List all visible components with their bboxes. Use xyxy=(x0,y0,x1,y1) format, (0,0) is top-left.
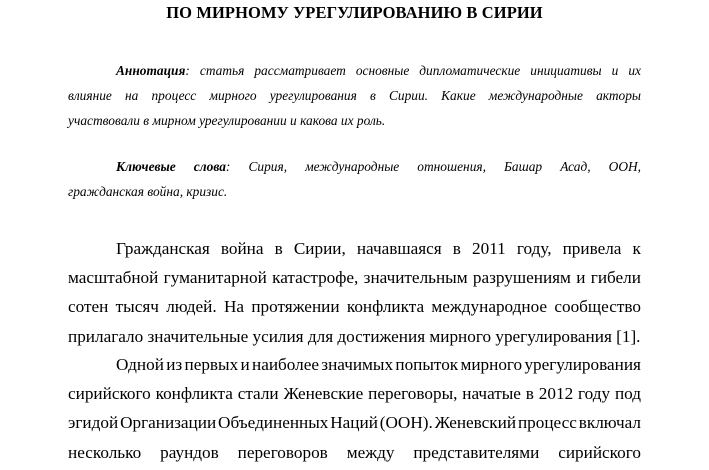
abstract-separator: : xyxy=(185,63,190,78)
word: людей. xyxy=(166,297,217,317)
word: Одной xyxy=(116,355,164,374)
body-paragraph-2 xyxy=(68,350,641,467)
word: значительным xyxy=(363,268,468,288)
word: конфликта xyxy=(346,297,425,317)
word: раундов xyxy=(160,442,219,462)
word: представителями xyxy=(413,442,540,462)
paragraph-2-line-3 xyxy=(68,408,641,437)
word: процесс xyxy=(517,413,577,433)
document-title: ПО МИРНОМУ УРЕГУЛИРОВАНИЮ В СИРИИ xyxy=(166,3,543,22)
word: сирийского xyxy=(558,442,641,462)
word: разрушениям xyxy=(472,268,571,288)
word: сотен xyxy=(68,297,109,317)
word: сирийского xyxy=(68,384,151,404)
word: попыток xyxy=(395,355,459,374)
word: и xyxy=(240,355,250,374)
word: катастрофе, xyxy=(272,268,359,288)
paragraph-1-line-4: прилагало значительные усилия для достижения мирного урегулирования [1]. xyxy=(68,326,641,346)
abstract-line-2: влияние на процесс мирного урегулирования в Сирии. Какие международные акторы xyxy=(68,88,641,103)
keywords-label: Ключевые слова xyxy=(116,159,226,174)
word: начавшаяся xyxy=(356,239,442,258)
word: несколько xyxy=(68,442,142,462)
word: эгидой xyxy=(68,413,119,433)
word: Наций xyxy=(330,413,378,433)
word: наиболее xyxy=(252,355,319,374)
word: Женевские xyxy=(283,384,364,404)
word: к xyxy=(632,239,641,258)
word: между xyxy=(346,442,395,462)
abstract-line-1 xyxy=(68,58,641,83)
word: мирного xyxy=(460,355,523,374)
word: году, xyxy=(516,239,552,258)
word: тысяч xyxy=(115,297,159,317)
word: конфликта xyxy=(155,384,233,404)
word: значимых xyxy=(321,355,394,374)
word: стали xyxy=(237,384,279,404)
abstract-line-3: участвовали в мирном урегулировании и какова их роль. xyxy=(68,113,386,128)
keywords-line-1 xyxy=(68,154,641,179)
word: Организации xyxy=(120,413,217,433)
word: (ООН). xyxy=(379,413,433,433)
word: 2012 xyxy=(538,384,574,404)
word: масштабной xyxy=(68,268,159,288)
word: переговоров xyxy=(237,442,328,462)
paragraph-1-line-1 xyxy=(68,234,641,263)
keywords-line-2: гражданская война, кризис. xyxy=(68,184,228,199)
word: сообщество xyxy=(554,297,641,317)
word: протяжении xyxy=(251,297,340,317)
body-paragraph-1 xyxy=(68,234,641,351)
word: из xyxy=(166,355,183,374)
paragraph-1-line-2 xyxy=(68,263,641,292)
word: в xyxy=(452,239,461,258)
word: 2011 xyxy=(472,239,506,258)
word: году xyxy=(578,384,611,404)
word: переговоры, xyxy=(368,384,458,404)
keywords-separator: : xyxy=(225,159,231,174)
word: Сирии, xyxy=(293,239,346,258)
paragraph-2-line-4 xyxy=(68,438,641,467)
word: начатые xyxy=(462,384,521,404)
keywords-text-1: Сирия, международные отношения, Башар Асад, ООН, xyxy=(248,159,642,174)
word: Женевский xyxy=(434,413,517,433)
word: в xyxy=(274,239,283,258)
abstract-block xyxy=(68,58,641,133)
word: война xyxy=(220,239,264,258)
word: первых xyxy=(184,355,239,374)
keywords-block xyxy=(68,154,641,204)
word: в xyxy=(525,384,534,404)
word: Гражданская xyxy=(116,239,210,258)
word: гуманитарной xyxy=(163,268,267,288)
abstract-label: Аннотация xyxy=(116,63,186,78)
word: под xyxy=(614,384,641,404)
word: Объединенных xyxy=(218,413,329,433)
word: включал xyxy=(578,413,641,433)
word: На xyxy=(223,297,244,317)
word: гибели xyxy=(590,268,641,288)
word: и xyxy=(576,268,586,288)
word: привела xyxy=(562,239,622,258)
paragraph-1-line-3 xyxy=(68,292,641,321)
word: урегулирования xyxy=(524,355,641,374)
paragraph-2-line-2 xyxy=(68,379,641,408)
abstract-text-1: статья рассматривает основные дипломатические инициативы и их xyxy=(199,63,641,78)
paragraph-2-line-1 xyxy=(68,350,641,379)
word: международное xyxy=(431,297,548,317)
